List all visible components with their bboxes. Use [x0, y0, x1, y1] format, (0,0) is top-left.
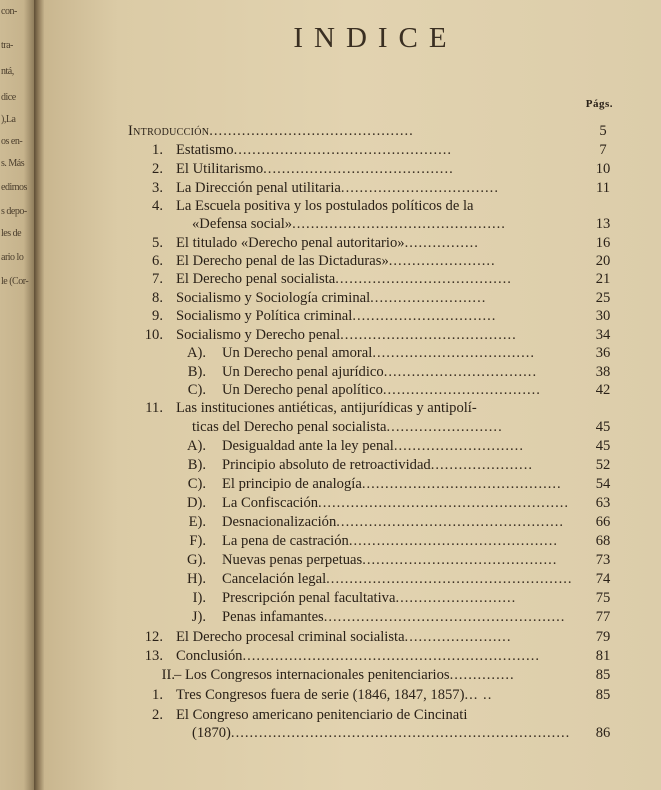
left-page-text-fragment: le (Cor- [1, 276, 29, 287]
toc-entry-page-number: 21 [595, 271, 611, 287]
toc-entry-leader-dots: ................................... [372, 345, 536, 361]
toc-entry-label [222, 608, 580, 627]
toc-entry-title: Un Derecho penal apolítico [222, 382, 383, 398]
toc-entry-title: El Derecho procesal criminal socialista [176, 629, 405, 645]
toc-entry-page-number: 77 [595, 609, 611, 625]
toc-entry-label [176, 252, 580, 271]
toc-entry[interactable] [0, 494, 661, 513]
toc-entry-title: Un Derecho penal amoral [222, 345, 373, 361]
toc-entry-title: Nuevas penas perpetuas [222, 552, 363, 568]
toc-entry-page-number: 85 [595, 667, 611, 683]
toc-entry[interactable] [0, 551, 661, 570]
toc-entry-leader-dots: ............................ [393, 438, 524, 454]
toc-entry[interactable] [0, 608, 661, 627]
left-page-text-fragment: ntá, [1, 66, 14, 77]
toc-entry-page-number: 5 [599, 123, 607, 139]
toc-entry-title: Desigualdad ante la ley penal [222, 438, 394, 454]
toc-entry-title: Desnacionalización [222, 514, 337, 530]
toc-entry-title: Introducción [128, 123, 210, 139]
toc-entry-label [174, 666, 580, 685]
toc-entry-page-number: 10 [595, 161, 611, 177]
toc-entry[interactable] [0, 628, 661, 647]
toc-entry-number: 9. [152, 308, 163, 324]
toc-entry-page-number: 86 [595, 725, 611, 741]
toc-entry[interactable] [0, 179, 661, 198]
toc-entry-label [176, 179, 580, 198]
toc-entry-number: A). [186, 438, 206, 454]
toc-entry-label [176, 686, 580, 705]
left-page-text-fragment: dice [1, 92, 16, 103]
toc-entry-label [192, 418, 580, 437]
toc-entry-title: Tres Congresos fuera de serie (1846, 1847, 1857) [176, 687, 465, 703]
toc-entry-leader-dots: ............................................... [233, 142, 453, 158]
toc-entry-page-number: 42 [595, 382, 611, 398]
toc-entry[interactable] [0, 122, 661, 141]
toc-entry-title: Un Derecho penal ajurídico [222, 364, 384, 380]
toc-entry-number: 2. [152, 707, 163, 723]
toc-entry-page-number: 54 [595, 476, 611, 492]
toc-entry-number: 13. [144, 648, 163, 664]
toc-entry-number: 2. [152, 161, 163, 177]
toc-entry-title: La Escuela positiva y los postulados políticos de la [176, 198, 474, 214]
toc-entry-label [222, 589, 580, 608]
toc-entry-title: El Derecho penal de las Dictaduras» [176, 253, 389, 269]
toc-entry[interactable] [0, 418, 661, 437]
toc-entry-number: 1. [152, 142, 163, 158]
toc-entry-title: El Congreso americano penitenciario de Cincinati [176, 707, 468, 723]
toc-entry-title: – Los Congresos internacionales penitenciarios [174, 667, 450, 683]
toc-entry-leader-dots: .............................................. [292, 216, 506, 232]
toc-entry-leader-dots: ......................... [386, 419, 503, 435]
toc-entry-page-number: 45 [595, 438, 611, 454]
toc-entry-title: Cancelación legal [222, 571, 327, 587]
toc-entry-page-number: 11 [595, 180, 611, 196]
toc-entry-leader-dots: .......................................... [362, 552, 558, 568]
toc-entry-title: Socialismo y Sociología criminal [176, 290, 371, 306]
toc-entry[interactable] [0, 513, 661, 532]
toc-entry[interactable] [0, 363, 661, 382]
toc-entry-number: 5. [152, 235, 163, 251]
toc-entry-page-number: 81 [595, 648, 611, 664]
toc-entry-number: 6. [152, 253, 163, 269]
toc-entry-title: El Derecho penal socialista [176, 271, 336, 287]
toc-entry-label [176, 307, 580, 326]
toc-entry-title: El Utilitarismo [176, 161, 264, 177]
toc-entry-leader-dots: ...................................................... [318, 495, 570, 511]
toc-entry[interactable] [0, 141, 661, 160]
toc-entry-leader-dots: ......................................... [263, 161, 454, 177]
toc-entry-label [176, 706, 580, 725]
toc-entry-label [222, 363, 580, 382]
toc-entry-page-number: 45 [595, 419, 611, 435]
left-page-text-fragment: s depo- [1, 206, 27, 217]
toc-entry[interactable] [0, 647, 661, 666]
toc-entry-title: Socialismo y Política criminal [176, 308, 353, 324]
toc-entry-number: 1. [152, 687, 163, 703]
toc-entry-leader-dots: ....................... [388, 253, 496, 269]
toc-entry-leader-dots: .................................. [340, 180, 499, 196]
toc-entry-label [176, 197, 580, 216]
left-page-text-fragment: edimos [1, 182, 27, 193]
toc-entry-leader-dots: ................ [404, 235, 479, 251]
toc-entry-number: J). [191, 609, 206, 625]
toc-entry-label [128, 122, 580, 141]
toc-entry[interactable] [0, 234, 661, 253]
toc-entry[interactable] [0, 215, 661, 234]
toc-entry[interactable] [0, 570, 661, 589]
toc-entry[interactable] [0, 381, 661, 400]
toc-entry-number: 4. [152, 198, 163, 214]
toc-entry-leader-dots: ....................... [404, 629, 512, 645]
toc-entry[interactable] [0, 532, 661, 551]
toc-entry[interactable] [0, 289, 661, 308]
toc-entry-number: C). [187, 476, 206, 492]
left-page-text-fragment: ario lo [1, 252, 24, 263]
toc-entry[interactable] [0, 589, 661, 608]
toc-entry-title: Conclusión [176, 648, 243, 664]
toc-entry-leader-dots: ......................................................................... [230, 725, 571, 741]
toc-entry-leader-dots: ............................................. [348, 533, 558, 549]
toc-entry[interactable] [0, 399, 661, 418]
toc-entry[interactable] [0, 706, 661, 725]
toc-entry-number: I). [192, 590, 206, 606]
toc-entry[interactable] [0, 270, 661, 289]
toc-entry-leader-dots: ..................................................... [326, 571, 573, 587]
toc-entry-title: La Confiscación [222, 495, 319, 511]
toc-entry-page-number: 79 [595, 629, 611, 645]
toc-entry-label [176, 326, 580, 345]
toc-entry-title: El titulado «Derecho penal autoritario» [176, 235, 405, 251]
toc-entry-page-number: 85 [595, 687, 611, 703]
toc-entry-number: B). [187, 457, 206, 473]
toc-entry[interactable] [0, 456, 661, 475]
toc-entry[interactable] [0, 326, 661, 345]
toc-entry-page-number: 52 [595, 457, 611, 473]
toc-entry-page-number: 13 [595, 216, 611, 232]
toc-entry-leader-dots: ... .. [464, 687, 493, 703]
toc-entry-leader-dots: .......................... [395, 590, 517, 606]
toc-entry-number: G). [186, 552, 206, 568]
toc-entry[interactable] [0, 475, 661, 494]
toc-entry-label [176, 160, 580, 179]
toc-entry-label [222, 475, 580, 494]
left-page-text-fragment: tra- [1, 40, 13, 51]
toc-entry-page-number: 20 [595, 253, 611, 269]
toc-entry-leader-dots: ...................................... [335, 271, 512, 287]
toc-entry-page-number: 73 [595, 552, 611, 568]
left-page-text-fragment: s. Más [1, 158, 25, 169]
toc-entry-label [222, 456, 580, 475]
page-column-header: Págs. [585, 98, 613, 110]
toc-entry-title: «Defensa social» [192, 216, 293, 232]
toc-entry-label [176, 141, 580, 160]
left-page-text-fragment: les de [1, 228, 22, 239]
toc-entry-leader-dots: ............................................ [209, 123, 414, 139]
toc-entry-page-number: 38 [595, 364, 611, 380]
toc-entry-title: Principio absoluto de retroactividad [222, 457, 431, 473]
toc-entry-number: 8. [152, 290, 163, 306]
toc-entry[interactable] [0, 686, 661, 705]
toc-entry-leader-dots: ................................................. [336, 514, 565, 530]
toc-entry-label [192, 215, 580, 234]
toc-entry-title: La pena de castración [222, 533, 349, 549]
toc-entry-page-number: 36 [595, 345, 611, 361]
toc-entry-leader-dots: ........................................... [361, 476, 562, 492]
toc-entry[interactable] [0, 307, 661, 326]
toc-entry-label [222, 494, 580, 513]
toc-entry-title: ticas del Derecho penal socialista [192, 419, 387, 435]
toc-entry-leader-dots: ...................... [430, 457, 533, 473]
toc-entry-page-number: 63 [595, 495, 611, 511]
toc-entry-label [176, 289, 580, 308]
toc-entry-number: H). [186, 571, 206, 587]
toc-entry-page-number: 75 [595, 590, 611, 606]
toc-entry-page-number: 30 [595, 308, 611, 324]
toc-entry-leader-dots: ...................................... [340, 327, 517, 343]
toc-entry-number: 11. [145, 400, 163, 416]
toc-entry[interactable] [0, 437, 661, 456]
toc-entry-label [222, 513, 580, 532]
toc-entry-label [176, 628, 580, 647]
toc-entry-number: E). [188, 514, 206, 530]
toc-entry-label [222, 570, 580, 589]
toc-entry-label [176, 647, 580, 666]
toc-entry-label [176, 234, 580, 253]
toc-entry-label [176, 399, 580, 418]
toc-entry-label [222, 344, 580, 363]
toc-entry-leader-dots: ................................. [383, 364, 538, 380]
toc-entry-title: Socialismo y Derecho penal [176, 327, 341, 343]
toc-entry-title: El principio de analogía [222, 476, 362, 492]
toc-entry-number: 12. [144, 629, 163, 645]
toc-entry-number: A). [186, 345, 206, 361]
toc-entry-number: 7. [152, 271, 163, 287]
toc-entry-page-number: 74 [595, 571, 611, 587]
toc-entry-title: Prescripción penal facultativa [222, 590, 396, 606]
toc-entry[interactable] [0, 197, 661, 216]
toc-entry-title: Las instituciones antiéticas, antijurídicas y antipolí- [176, 400, 477, 416]
toc-entry[interactable] [0, 252, 661, 271]
left-page-text-fragment: con- [1, 6, 17, 17]
toc-entry-title: Estatismo [176, 142, 234, 158]
toc-entry-number: B). [187, 364, 206, 380]
toc-entry-page-number: 7 [599, 142, 607, 158]
page-title: INDICE [293, 22, 458, 54]
toc-entry-label [222, 381, 580, 400]
toc-entry-label [222, 532, 580, 551]
toc-entry-label [222, 437, 580, 456]
toc-entry-title: (1870) [192, 725, 231, 741]
toc-entry-page-number: 34 [595, 327, 611, 343]
toc-entry-page-number: 66 [595, 514, 611, 530]
toc-entry-page-number: 16 [595, 235, 611, 251]
toc-entry-leader-dots: ......................... [370, 290, 487, 306]
toc-entry-page-number: 68 [595, 533, 611, 549]
toc-entry-title: Penas infamantes [222, 609, 324, 625]
toc-entry-number: 10. [144, 327, 163, 343]
toc-entry-number: II. [161, 667, 175, 683]
toc-entry-leader-dots: .............. [449, 667, 515, 683]
toc-entry-number: D). [186, 495, 206, 511]
toc-entry-number: C). [187, 382, 206, 398]
toc-entry[interactable] [0, 666, 661, 685]
toc-entry-number: F). [189, 533, 206, 549]
left-page-text-fragment: ),La [1, 114, 16, 125]
left-page-text-fragment: os en- [1, 136, 23, 147]
toc-entry[interactable] [0, 344, 661, 363]
toc-entry-leader-dots: ................................................................ [242, 648, 540, 664]
toc-entry-page-number: 25 [595, 290, 611, 306]
toc-entry-leader-dots: .................................. [382, 382, 541, 398]
toc-entry-leader-dots: ............................... [352, 308, 497, 324]
toc-entry-label [192, 724, 580, 743]
toc-entry-title: La Dirección penal utilitaria [176, 180, 341, 196]
toc-entry[interactable] [0, 160, 661, 179]
toc-entry-label [222, 551, 580, 570]
toc-entry-number: 3. [152, 180, 163, 196]
toc-entry[interactable] [0, 724, 661, 743]
toc-entry-label [176, 270, 580, 289]
toc-entry-leader-dots: .................................................... [323, 609, 566, 625]
